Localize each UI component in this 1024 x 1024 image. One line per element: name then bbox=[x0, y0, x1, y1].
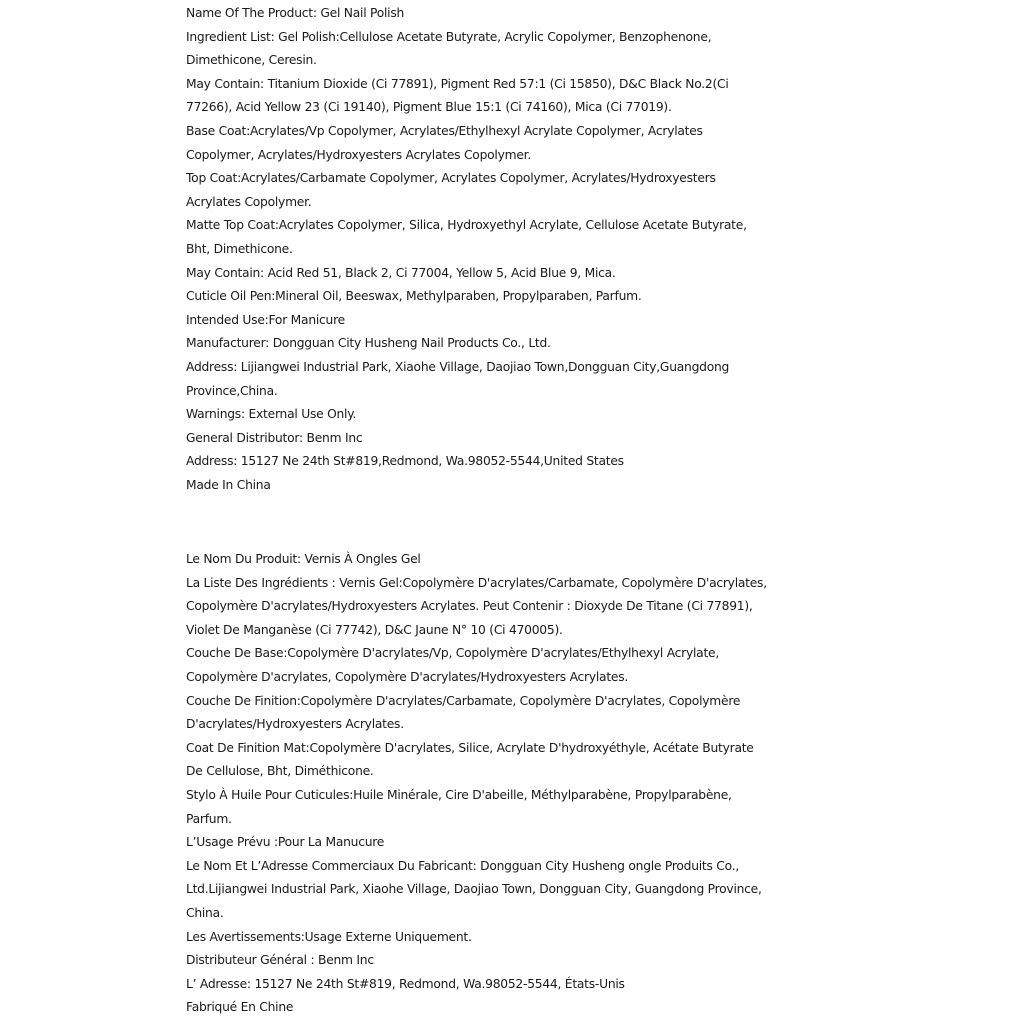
text-line: Les Avertissements:Usage Externe Uniquement. bbox=[186, 929, 472, 944]
text-line: China. bbox=[186, 905, 224, 920]
text-line: Le Nom Et L’Adresse Commerciaux Du Fabricant: Dongguan City Husheng ongle Produits Co., bbox=[186, 858, 740, 873]
text-line: Coat De Finition Mat:Copolymère D'acrylates, Silice, Acrylate D'hydroxyéthyle, Acétate Butyrate bbox=[186, 740, 754, 755]
text-line: Province,China. bbox=[186, 383, 278, 398]
text-line: Cuticle Oil Pen:Mineral Oil, Beeswax, Methylparaben, Propylparaben, Parfum. bbox=[186, 289, 642, 304]
text-line: Matte Top Coat:Acrylates Copolymer, Silica, Hydroxyethyl Acrylate, Cellulose Acetate Butyrate, bbox=[186, 218, 747, 233]
text-line: General Distributor: Benm Inc bbox=[186, 430, 363, 445]
text-line: Name Of The Product: Gel Nail Polish bbox=[186, 6, 405, 20]
text-line: Manufacturer: Dongguan City Husheng Nail Products Co., Ltd. bbox=[186, 336, 551, 351]
text-line: Bht, Dimethicone. bbox=[186, 241, 293, 256]
text-line: Base Coat:Acrylates/Vp Copolymer, Acrylates/Ethylhexyl Acrylate Copolymer, Acrylates bbox=[186, 123, 703, 138]
text-line: Parfum. bbox=[186, 811, 232, 826]
text-line: Made In China bbox=[186, 477, 271, 492]
text-line: May Contain: Acid Red 51, Black 2, Ci 77004, Yellow 5, Acid Blue 9, Mica. bbox=[186, 265, 616, 280]
text-line: 77266), Acid Yellow 23 (Ci 19140), Pigment Blue 15:1 (Ci 74160), Mica (Ci 77019). bbox=[186, 100, 672, 115]
text-line: Copolymère D'acrylates/Hydroxyesters Acrylates. Peut Contenir : Dioxyde De Titane (Ci 77891), bbox=[186, 599, 753, 614]
text-line: Fabriqué En Chine bbox=[186, 1000, 294, 1015]
text-line: Intended Use:For Manicure bbox=[186, 312, 345, 327]
text-line: Acrylates Copolymer. bbox=[186, 194, 312, 209]
text-line: Distributeur Général : Benm Inc bbox=[186, 953, 374, 968]
french-label-section bbox=[186, 548, 846, 1020]
text-line: Dimethicone, Ceresin. bbox=[186, 53, 317, 68]
text-line: Address: 15127 Ne 24th St#819,Redmond, Wa.98052-5544,United States bbox=[186, 454, 624, 469]
text-line: Copolymère D'acrylates, Copolymère D'acrylates/Hydroxyesters Acrylates. bbox=[186, 669, 629, 684]
text-line: Ingredient List: Gel Polish:Cellulose Acetate Butyrate, Acrylic Copolymer, Benzophenone, bbox=[186, 29, 712, 44]
text-line: May Contain: Titanium Dioxide (Ci 77891), Pigment Red 57:1 (Ci 15850), D&C Black No.2(Ci bbox=[186, 76, 729, 91]
text-line: Couche De Base:Copolymère D'acrylates/Vp, Copolymère D'acrylates/Ethylhexyl Acrylate, bbox=[186, 646, 719, 661]
text-line: Top Coat:Acrylates/Carbamate Copolymer, Acrylates Copolymer, Acrylates/Hydroxyesters bbox=[186, 171, 716, 186]
text-line: D'acrylates/Hydroxyesters Acrylates. bbox=[186, 717, 404, 732]
text-line: Couche De Finition:Copolymère D'acrylates/Carbamate, Copolymère D'acrylates, Copolymère bbox=[186, 693, 741, 708]
text-line: L’ Adresse: 15127 Ne 24th St#819, Redmond, Wa.98052-5544, États-Unis bbox=[186, 976, 625, 991]
text-line: Violet De Manganèse (Ci 77742), D&C Jaune N° 10 (Ci 470005). bbox=[186, 622, 563, 637]
text-line: Ltd.Lijiangwei Industrial Park, Xiaohe Village, Daojiao Town, Dongguan City, Guangdong Province, bbox=[186, 882, 762, 897]
text-line: Copolymer, Acrylates/Hydroxyesters Acrylates Copolymer. bbox=[186, 147, 531, 162]
text-line: Warnings: External Use Only. bbox=[186, 407, 357, 422]
text-line: Le Nom Du Produit: Vernis À Ongles Gel bbox=[186, 552, 421, 566]
text-line: La Liste Des Ingrédients : Vernis Gel:Copolymère D'acrylates/Carbamate, Copolymère D'acrylates, bbox=[186, 575, 767, 590]
text-line: Stylo À Huile Pour Cuticules:Huile Minérale, Cire D'abeille, Méthylparabène, Propylparabène, bbox=[186, 787, 732, 802]
text-line: De Cellulose, Bht, Diméthicone. bbox=[186, 764, 374, 779]
english-label-section bbox=[186, 2, 846, 497]
text-line: L’Usage Prévu :Pour La Manucure bbox=[186, 835, 385, 850]
text-line: Address: Lijiangwei Industrial Park, Xiaohe Village, Daojiao Town,Dongguan City,Guangdong bbox=[186, 359, 730, 374]
